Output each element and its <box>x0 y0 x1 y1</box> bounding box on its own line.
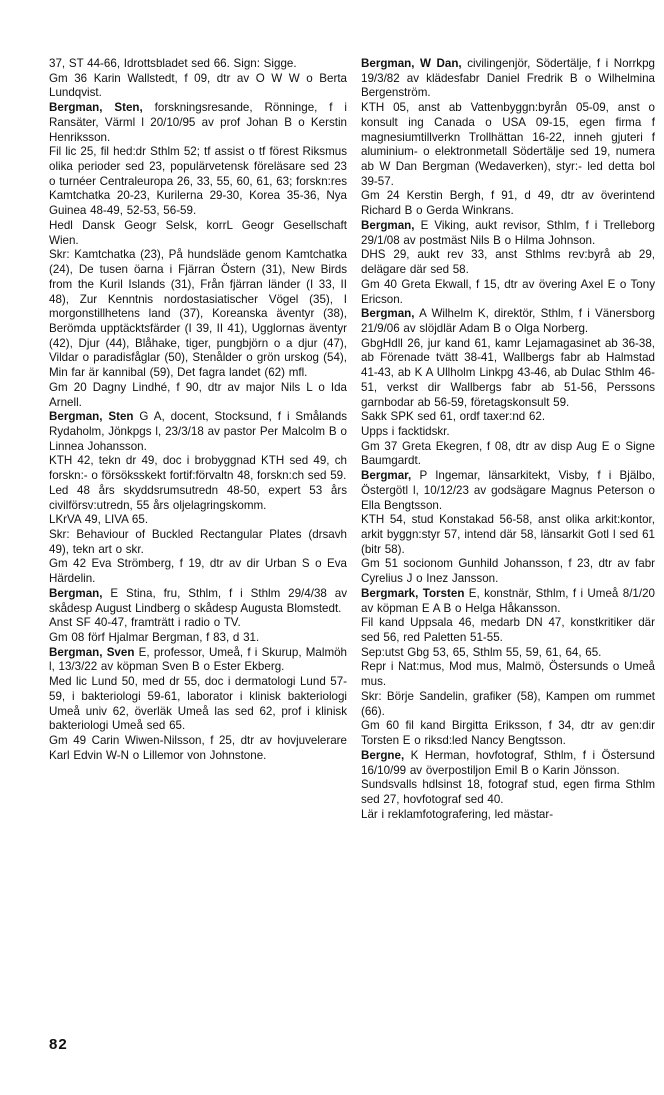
entry-text: Sep:utst Gbg 53, 65, Sthlm 55, 59, 61, 64, 65. <box>361 645 602 659</box>
entry-text: Lär i reklamfotografering, led mästar- <box>361 807 554 821</box>
entry-text: E, konstnär, Sthlm, f i Umeå 8/1/20 av köpman E A B o Helga Håkansson. <box>361 586 655 615</box>
entry-text: Fil kand Uppsala 46, medarb DN 47, konstkritiker där sed 56, red Paletten 51-55. <box>361 616 655 645</box>
entry-paragraph <box>49 587 347 616</box>
entry-text: Gm 08 förf Hjalmar Bergman, f 83, d 31. <box>49 631 260 645</box>
entry-text: Med lic Lund 50, med dr 55, doc i dermatologi Lund 57-59, i bakteriologi 59-61, laborator i klinisk bakteriologi Umeå univ 62, överläk Umeå las sed 62, prof i klinisk bakteriologi Umeå sed 65. <box>49 675 347 733</box>
text-paragraph <box>49 381 347 410</box>
entry-text: Skr: Börje Sandelin, grafiker (58), Kampen om rummet (66). <box>361 689 655 718</box>
entry-paragraph <box>49 646 347 675</box>
text-paragraph <box>49 734 347 763</box>
entry-name: Bergmark, Torsten <box>361 586 465 600</box>
text-paragraph <box>49 528 347 557</box>
text-paragraph <box>49 616 347 631</box>
entry-paragraph <box>361 307 655 336</box>
entry-name: Bergman, <box>361 307 415 321</box>
text-paragraph <box>361 425 655 440</box>
text-paragraph <box>361 616 655 645</box>
entry-text: KTH 54, stud Konstakad 56-58, anst olika arkit:kontor, arkit byggn:styr 57, intend där 58, länsarkit Gotl l sed 61 (bitr 58). <box>361 513 655 556</box>
entry-text: KTH 05, anst ab Vattenbyggn:byrån 05-09, anst o konsult ing Canada o USA 09-15, egen firma f magnesiumtillverkn Trollhättan 16-22, inneh gjuteri f aluminium- o elektronmetall Södertälje sed 19, numera ab W Dan Bergman (Wedaverken), styr:- led detta bol 39-57. <box>361 101 655 188</box>
entry-text: Gm 60 fil kand Birgitta Eriksson, f 34, dtr av gen:dir Torsten E o riksd:led Nancy Bengtsson. <box>361 719 655 748</box>
text-paragraph <box>361 278 655 307</box>
text-paragraph <box>361 778 655 807</box>
text-paragraph <box>361 101 655 189</box>
entry-text: Led 48 års skyddsrumsutredn 48-50, expert 53 års civilförsv:utredn, 55 års oljelagringskomm. <box>49 483 347 512</box>
entry-text: Upps i facktidskr. <box>361 424 450 438</box>
entry-text: Gm 42 Eva Strömberg, f 19, dtr av dir Urban S o Eva Härdelin. <box>49 557 347 586</box>
entry-name: Bergman, Sven <box>49 645 135 659</box>
entry-text: K Herman, hovfotograf, Sthlm, f i Östersund 16/10/99 av överpostiljon Emil B o Karin Jönsson. <box>361 748 655 777</box>
entry-text: Skr: Kamtchatka (23), På hundsläde genom Kamtchatka (24), De tusen öarna i Fjärran Östern (31), New Birds from the Kuril Islands (31), Från fjärran länder (I 33, II 48), Zur Kenntnis nordostasiatischer Vögel (35), I morgonstillhetens land (37), Koreanska äventyr (38), Berömda upptäcktsfärder (I 39, II 41), Ugglornas äventyr (42), Djur (44), Blåhake, tiger, pungbjörn o a djur (47), Vildar o paradisfåglar (50), Stenålder o grön urskog (54), Min far är kannibal (59), Det fagra landet (62) mfl. <box>49 248 347 380</box>
text-paragraph <box>49 72 347 101</box>
entry-text: LKrVA 49, LIVA 65. <box>49 513 149 527</box>
text-paragraph <box>361 410 655 425</box>
entry-text: G A, docent, Stocksund, f i Smålands Rydaholm, Jönkpgs l, 23/3/18 av pastor Per Malcolm B o Linnea Johansson. <box>49 410 347 453</box>
text-paragraph <box>361 646 655 661</box>
entry-text: Anst SF 40-47, framträtt i radio o TV. <box>49 616 241 630</box>
entry-text: P Ingemar, länsarkitekt, Visby, f i Bjälbo, Östergötl l, 10/12/23 av godsägare Magnus Peterson o Ella Bengtsson. <box>361 469 655 512</box>
left-column <box>49 57 347 764</box>
entry-text: KTH 42, tekn dr 49, doc i brobyggnad KTH sed 49, ch forskn:- o försöksskekt fortif:förvaltn 48, forskn:ch sed 59. <box>49 454 347 483</box>
entry-name: Bergman, <box>361 218 415 232</box>
text-paragraph <box>361 719 655 748</box>
entry-text: Gm 49 Carin Wiwen-Nilsson, f 25, dtr av hovjuvelerare Karl Edvin W-N o Lillemor von Johnstone. <box>49 734 347 762</box>
entry-name: Bergne, <box>361 748 405 762</box>
entry-paragraph <box>361 749 655 778</box>
right-column <box>361 57 655 822</box>
entry-text: E Viking, aukt revisor, Sthlm, f i Trelleborg 29/1/08 av postmäst Nils B o Hilma Johnson. <box>361 218 655 247</box>
entry-name: Bergman, W Dan, <box>361 57 462 70</box>
text-paragraph <box>49 631 347 646</box>
text-paragraph <box>361 248 655 277</box>
entry-text: Sakk SPK sed 61, ordf taxer:nd 62. <box>361 410 546 424</box>
text-paragraph <box>49 557 347 586</box>
entry-text: Skr: Behaviour of Buckled Rectangular Plates (drsavh 49), tekn art o skr. <box>49 528 347 556</box>
entry-text: Hedl Dansk Geogr Selsk, korrL Geogr Gesellschaft Wien. <box>49 218 347 247</box>
entry-paragraph <box>361 57 655 101</box>
text-paragraph <box>361 189 655 218</box>
entry-text: 37, ST 44-66, Idrottsbladet sed 66. Sign: Sigge. <box>49 57 297 70</box>
entry-text: E Stina, fru, Sthlm, f i Sthlm 29/4/38 av skådesp August Lindberg o skådesp Augusta Blomstedt. <box>49 586 347 615</box>
entry-paragraph <box>361 469 655 513</box>
entry-text: GbgHdll 26, jur kand 61, kamr Lejamagasinet ab 36-38, ab Förenade tvätt 38-41, Wallbergs fabr ab Halmstad 41-43, ab K A Ullholm Linkpg 43-46, ab Dulac Sthlm 46-51, verkst dir Wallbergs fabr ab 51-56, Perssons garnbodar ab 56-59, företagskonsult 59. <box>361 336 655 409</box>
entry-text: forskningsresande, Rönninge, f i Ransäter, Värml l 20/10/95 av prof Johan B o Kerstin Henriksson. <box>49 101 347 144</box>
entry-text: Gm 24 Kerstin Bergh, f 91, d 49, dtr av överintend Richard B o Gerda Winkrans. <box>361 189 655 218</box>
entry-text: Gm 36 Karin Wallstedt, f 09, dtr av O W W o Berta Lundqvist. <box>49 71 347 100</box>
text-paragraph <box>49 248 347 380</box>
entry-text: Sundsvalls hdlsinst 18, fotograf stud, egen firma Sthlm sed 27, hovfotograf sed 40. <box>361 778 655 806</box>
entry-text: Gm 51 socionom Gunhild Johansson, f 23, dtr av fabr Cyrelius J o Inez Jansson. <box>361 557 655 586</box>
entry-paragraph <box>361 587 655 616</box>
entry-text: DHS 29, aukt rev 33, anst Sthlms rev:byrå ab 29, delägare där sed 58. <box>361 248 655 277</box>
text-paragraph <box>49 484 347 513</box>
text-paragraph <box>49 675 347 734</box>
entry-paragraph <box>361 219 655 248</box>
text-paragraph <box>361 440 655 469</box>
entry-text: civilingenjör, Södertälje, f i Norrkpg 19/3/82 av klädesfabr Daniel Fredrik B o Wilhelmina Bergenström. <box>361 57 655 100</box>
text-paragraph <box>361 557 655 586</box>
entry-name: Bergman, <box>49 586 103 600</box>
entry-name: Bergman, Sten, <box>49 101 143 115</box>
page-number: 82 <box>49 1036 68 1053</box>
entry-name: Bergman, Sten <box>49 410 134 424</box>
text-paragraph <box>49 219 347 248</box>
entry-text: Gm 40 Greta Ekwall, f 15, dtr av övering Axel E o Tony Ericson. <box>361 277 655 306</box>
entry-text: A Wilhelm K, direktör, Sthlm, f i Vänersborg 21/9/06 av slöjdlär Adam B o Olga Norberg. <box>361 307 655 335</box>
text-paragraph <box>49 513 347 528</box>
entry-name: Bergmar, <box>361 469 412 483</box>
entry-text: E, professor, Umeå, f i Skurup, Malmöh l, 13/3/22 av köpman Sven B o Ester Ekberg. <box>49 645 348 674</box>
entry-text: Gm 37 Greta Ekegren, f 08, dtr av disp Aug E o Signe Baumgardt. <box>361 439 655 468</box>
text-paragraph <box>361 808 655 823</box>
entry-text: Repr i Nat:mus, Mod mus, Malmö, Östersunds o Umeå mus. <box>361 660 655 689</box>
text-paragraph <box>361 690 655 719</box>
text-paragraph <box>49 145 347 219</box>
text-paragraph <box>361 337 655 411</box>
text-paragraph <box>361 660 655 689</box>
entry-text: Fil lic 25, fil hed:dr Sthlm 52; tf assist o tf förest Riksmus olika perioder sed 23, populärvetensk föreläsare sed 23 o turnéer Centraleuropa 26, 33, 55, 60, 61, 63; forskn:res Kamtchatka 20-23, Kurilerna 29-30, Korea 35-36, Nya Guinea 48-49, 52-53, 56-59. <box>49 145 347 218</box>
entry-paragraph <box>49 410 347 454</box>
entry-text: Gm 20 Dagny Lindhé, f 90, dtr av major Nils L o Ida Arnell. <box>49 380 347 409</box>
text-paragraph <box>49 454 347 483</box>
text-paragraph <box>49 57 347 72</box>
entry-paragraph <box>49 101 347 145</box>
text-paragraph <box>361 513 655 557</box>
